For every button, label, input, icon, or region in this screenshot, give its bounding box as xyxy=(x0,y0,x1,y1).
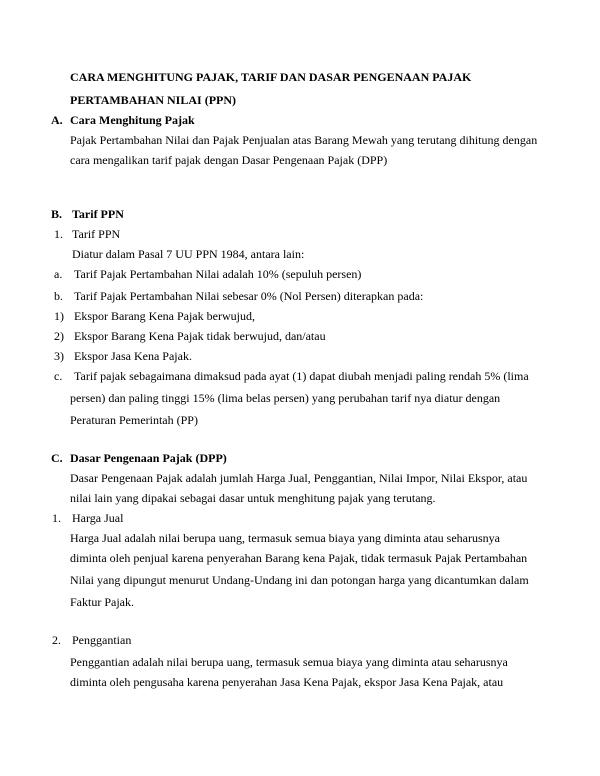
paragraph-line: nilai lain yang dipakai sebagai dasar untuk menghitung pajak yang terutang. xyxy=(70,491,436,505)
section-a-paragraph-line: Pajak Pertambahan Nilai dan Pajak Penjualan atas Barang Mewah yang terutang dihitung dengan xyxy=(70,133,538,147)
list-marker: 1. xyxy=(54,227,63,241)
list-marker: b. xyxy=(54,289,63,303)
document-title-line-1: CARA MENGHITUNG PAJAK, TARIF DAN DASAR PENGENAAN PAJAK xyxy=(70,70,472,84)
document-title-line-2: PERTAMBAHAN NILAI (PPN) xyxy=(70,93,237,107)
list-item-text: Tarif pajak sebagaimana dimaksud pada ayat (1) dapat diubah menjadi paling rendah 5% (lima xyxy=(74,369,529,383)
list-marker: 2) xyxy=(54,329,64,343)
list-marker: 2. xyxy=(52,633,61,647)
paragraph-line: Faktur Pajak. xyxy=(70,595,134,609)
section-c-marker: C. xyxy=(51,451,63,465)
list-marker: 3) xyxy=(54,349,64,363)
list-item-text: Ekspor Jasa Kena Pajak. xyxy=(74,349,192,363)
list-item-text: Tarif Pajak Pertambahan Nilai sebesar 0% (Nol Persen) diterapkan pada: xyxy=(74,289,424,303)
list-item-label: Harga Jual xyxy=(72,511,124,525)
paragraph-line: Dasar Pengenaan Pajak adalah jumlah Harga Jual, Penggantian, Nilai Impor, Nilai Ekspor, atau xyxy=(70,471,528,485)
section-a-marker: A. xyxy=(51,113,63,127)
paragraph-line: persen) dan paling tinggi 15% (lima belas persen) yang perubahan tarif nya diatur dengan xyxy=(70,391,501,405)
paragraph-line: diminta oleh pengusaha karena penyerahan Jasa Kena Pajak, ekspor Jasa Kena Pajak, atau xyxy=(70,675,504,689)
paragraph-line: Harga Jual adalah nilai berupa uang, termasuk semua biaya yang diminta atau seharusnya xyxy=(70,531,500,545)
section-b-marker: B. xyxy=(51,207,63,221)
section-a-paragraph-line: cara mengalikan tarif pajak dengan Dasar Pengenaan Pajak (DPP) xyxy=(70,153,388,167)
section-b-heading: Tarif PPN xyxy=(72,207,124,221)
section-c-heading: Dasar Pengenaan Pajak (DPP) xyxy=(70,451,227,465)
list-item-text: Tarif Pajak Pertambahan Nilai adalah 10% (sepuluh persen) xyxy=(74,267,362,281)
list-item-text: Ekspor Barang Kena Pajak berwujud, xyxy=(74,309,255,323)
list-item-text: Ekspor Barang Kena Pajak tidak berwujud, dan/atau xyxy=(74,329,326,343)
section-a-heading: Cara Menghitung Pajak xyxy=(70,113,195,127)
list-marker: 1) xyxy=(54,309,64,323)
paragraph-line: Peraturan Pemerintah (PP) xyxy=(70,413,198,427)
list-marker: 1. xyxy=(52,511,61,525)
paragraph-line: Penggantian adalah nilai berupa uang, termasuk semua biaya yang diminta atau seharusnya xyxy=(70,655,508,669)
list-item-label: Tarif PPN xyxy=(72,227,121,241)
paragraph-line: Nilai yang dipungut menurut Undang-Undang ini dan potongan harga yang dicantumkan dalam xyxy=(70,573,529,587)
paragraph-line: diminta oleh penjual karena penyerahan Barang kena Pajak, tidak termasuk Pajak Pertambahan xyxy=(70,551,528,565)
list-marker: a. xyxy=(54,267,63,281)
list-item-label: Penggantian xyxy=(72,633,132,647)
list-marker: c. xyxy=(54,369,63,383)
paragraph-line: Diatur dalam Pasal 7 UU PPN 1984, antara lain: xyxy=(72,247,305,261)
